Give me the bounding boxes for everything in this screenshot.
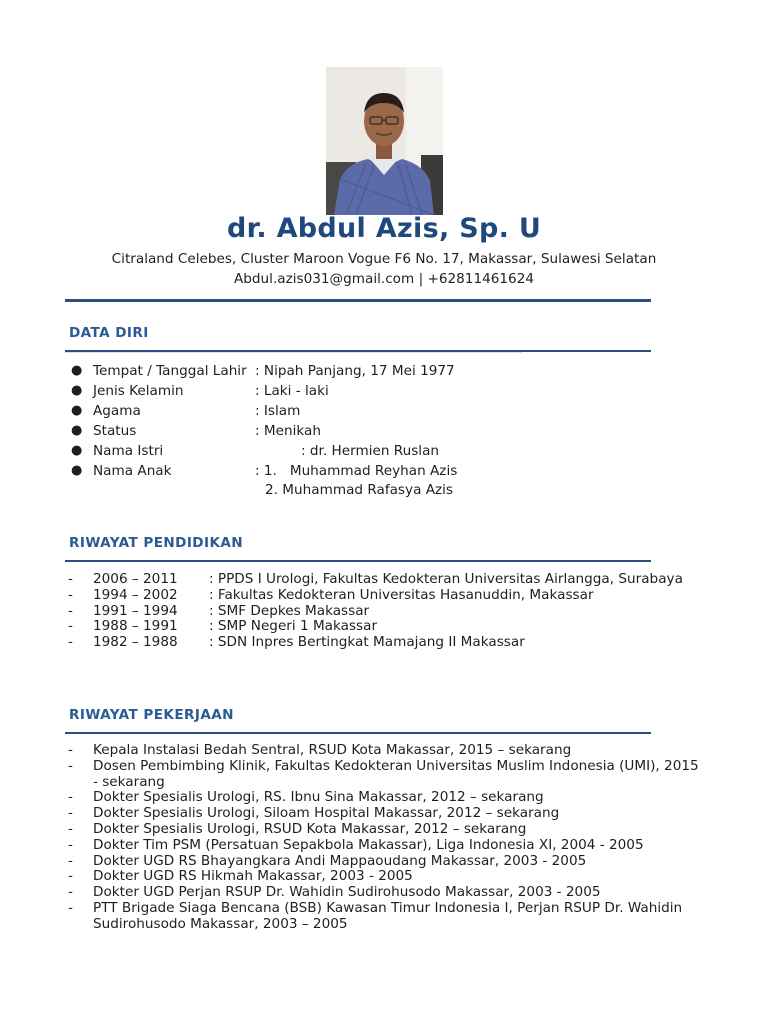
section-divider-shadow xyxy=(65,352,522,353)
list-item: - Dokter UGD Perjan RSUP Dr. Wahidin Sudirohusodo Makassar, 2003 - 2005 xyxy=(68,884,601,901)
work-history-list xyxy=(68,743,703,933)
list-item: - 2006 – 2011 : PPDS I Urologi, Fakultas Kedokteran Universitas Airlangga, Surabaya xyxy=(68,571,683,587)
contact-info: Abdul.azis031@gmail.com | +62811461624 xyxy=(234,271,534,287)
header-divider xyxy=(65,299,651,302)
child-name-2: 2. Muhammad Rafasya Azis xyxy=(265,482,454,498)
section-divider-pekerjaan xyxy=(65,732,651,734)
bullet-icon: ● xyxy=(71,363,83,378)
list-item: - 1994 – 2002 : Fakultas Kedokteran Universitas Hasanuddin, Makassar xyxy=(68,586,594,603)
list-item: - Dokter Spesialis Urologi, RSUD Kota Makassar, 2012 – sekarang xyxy=(68,820,527,837)
list-item: - 1991 – 1994 : SMF Depkes Makassar xyxy=(68,602,370,619)
list-item: - Dokter UGD RS Bhayangkara Andi Mappaoudang Makassar, 2003 - 2005 xyxy=(68,852,587,869)
list-item: - Dokter Spesialis Urologi, RS. Ibnu Sina Makassar, 2012 – sekarang xyxy=(68,789,544,806)
list-item: - 1982 – 1988 : SDN Inpres Bertingkat Mamajang II Makassar xyxy=(68,634,525,651)
section-title-data-diri: DATA DIRI xyxy=(69,325,149,341)
section-title-pekerjaan: RIWAYAT PEKERJAAN xyxy=(69,707,234,723)
list-item: - Dokter Tim PSM (Persatuan Sepakbola Makassar), Liga Indonesia XI, 2004 - 2005 xyxy=(68,836,644,853)
bullet-icon: ● xyxy=(71,383,83,398)
list-item: - Dokter Spesialis Urologi, Siloam Hospital Makassar, 2012 – sekarang xyxy=(68,805,560,822)
list-item: - Dosen Pembimbing Klinik, Fakultas Kedokteran Universitas Muslim Indonesia (UMI), 2015 - sekarang xyxy=(68,757,699,790)
bullet-icon: ● xyxy=(71,423,83,438)
candidate-name: dr. Abdul Azis, Sp. U xyxy=(226,213,542,244)
education-list xyxy=(68,572,703,651)
list-item: - PTT Brigade Siaga Bencana (BSB) Kawasan Timur Indonesia I, Perjan RSUP Dr. Wahidin Sudirohusodo Makassar, 2003 – 2005 xyxy=(68,899,683,932)
bullet-icon: ● xyxy=(71,463,83,478)
list-item: - Dokter UGD RS Hikmah Makassar, 2003 - 2005 xyxy=(68,868,413,885)
list-item: - Kepala Instalasi Bedah Sentral, RSUD Kota Makassar, 2015 – sekarang xyxy=(68,742,572,758)
section-divider-pendidikan xyxy=(65,560,651,562)
bullet-icon: ● xyxy=(71,443,83,458)
list-item: - 1988 – 1991 : SMP Negeri 1 Makassar xyxy=(68,618,378,635)
bullet-icon: ● xyxy=(71,403,83,418)
profile-photo xyxy=(326,67,443,215)
section-title-pendidikan: RIWAYAT PENDIDIKAN xyxy=(69,535,244,551)
address: Citraland Celebes, Cluster Maroon Vogue F6 No. 17, Makassar, Sulawesi Selatan xyxy=(111,251,657,267)
